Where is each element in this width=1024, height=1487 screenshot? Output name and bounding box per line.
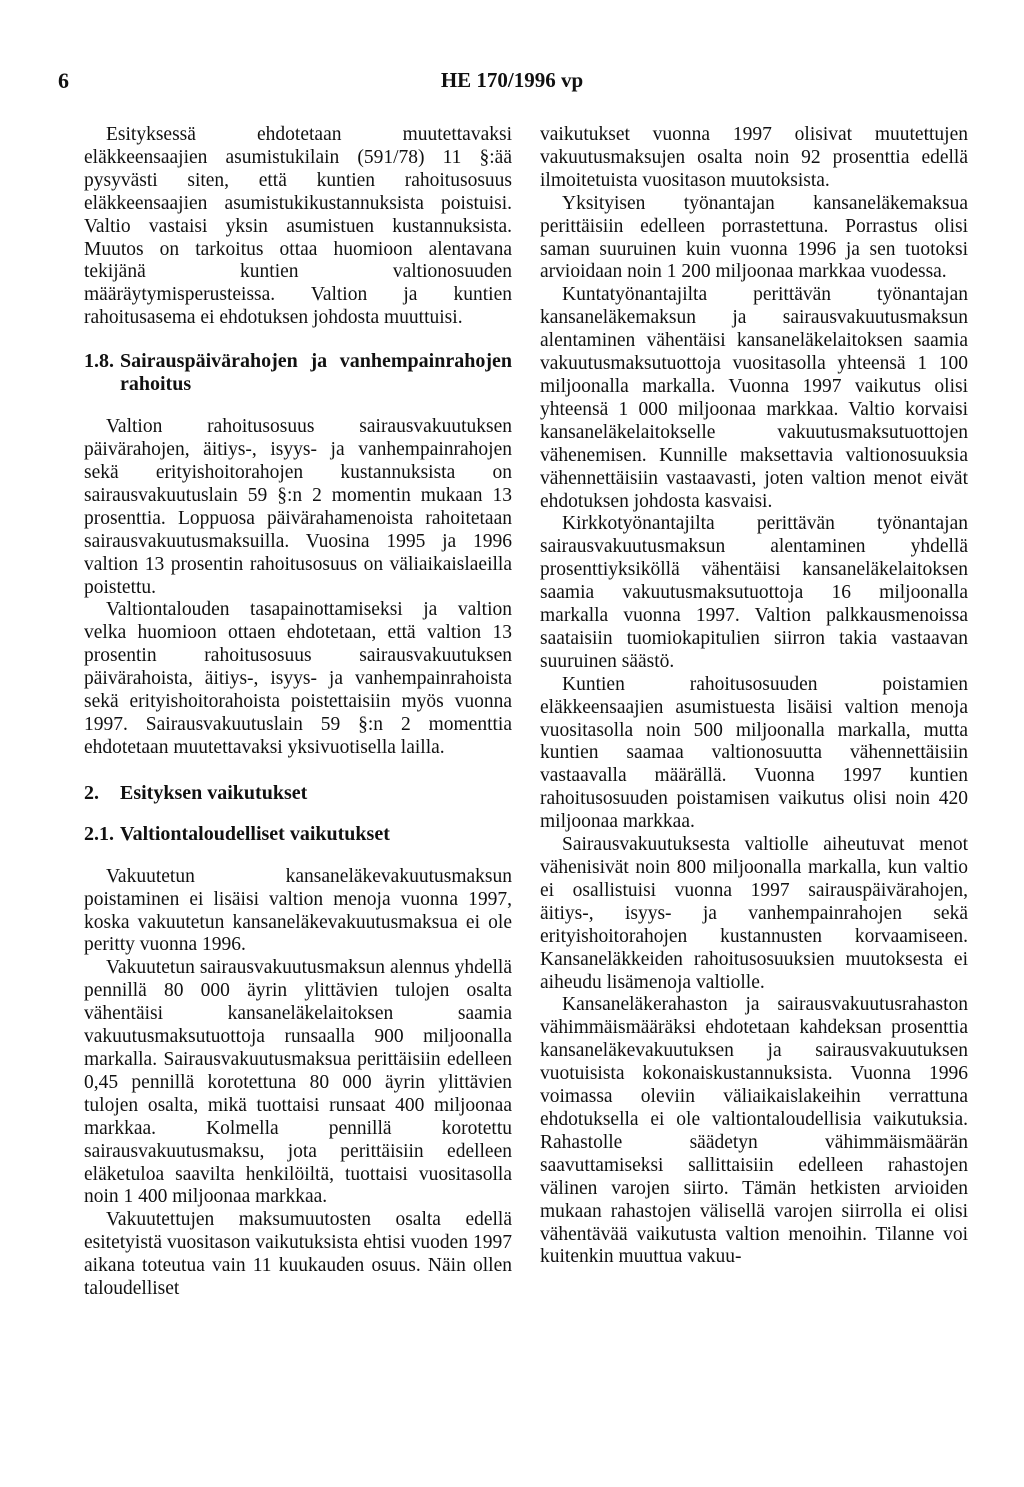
paragraph: Valtion rahoitusosuus sairausvakuutuksen päivärahojen, äitiys-, isyys- ja vanhempainrahojen sekä erityishoitorahojen kustannuksista on sairausvakuutuslain 59 §:n 2 momentin mukaan 13 prosenttia. Loppuosa päivärahamenoista rahoitetaan sairausvakuutusmaksuilla. Vuosina 1995 ja 1996 valtion 13 prosentin rahoitusosuus on väliaikaislaeilla poistettu. — [84, 416, 512, 598]
paragraph: Vakuutetun kansaneläkevakuutusmaksun poistaminen ei lisäisi valtion menoja vuonna 1997, koska vakuutetun kansaneläkevakuutusmaksua ei ole peritty vuonna 1996. — [84, 865, 512, 956]
paragraph: Kirkkotyönantajilta perittävän työnantajan sairausvakuutusmaksun alentaminen yhdellä prosenttiyksiköllä vähentäisi kansaneläkelaitoksen saamia vakuutusmaksutuottoja 16 miljoonalla markalla vuonna 1997. Valtion palkkausmenoissa saataisiin tuomiokapitulien siirron takia vastaavan suuruinen säästö. — [540, 513, 968, 672]
paragraph: vaikutukset vuonna 1997 olisivat muutettujen vakuutusmaksujen osalta noin 92 prosenttia edellä ilmoitetuista vuositason muutoksista. — [540, 124, 968, 191]
paragraph: Kansaneläkerahaston ja sairausvakuutusrahaston vähimmäismääräksi ehdotetaan kahdeksan prosenttia kansaneläkevakuutuksen ja sairausvakuutuksen vuotuisista kokonaiskustannuksista. Vuonna 1996 voimassa oleviin väliaikaislakeihin verrattuna ehdotuksella ei ole valtiontaloudellisia vaikutuksia. Rahastolle säädetyn vähimmäismäärän saavuttamiseksi sallittaisiin edelleen rahastojen välinen varojen siirto. Tämän hetkisten arvioiden mukaan rahastojen välisellä varojen siirrolla ei olisi vähentävää vaikutusta valtion menoihin. Tilanne voi kuitenkin muuttua vakuu- — [540, 994, 968, 1268]
running-title: HE 170/1996 vp — [440, 68, 584, 92]
paragraph: Valtiontalouden tasapainottamiseksi ja valtion velka huomioon ottaen ehdotetaan, että valtion 13 prosentin rahoitusosuus sairausvakuutuksen päivärahoista, äitiys-, isyys- ja vanhempainrahoista sekä erityishoitorahoista poistettaisiin myös vuonna 1997. Sairausvakuutuslain 59 §:n 2 momenttia ehdotetaan muutettavaksi yksivuotisella lailla. — [84, 599, 512, 758]
page-number: 6 — [58, 68, 69, 93]
section-number: 2.1. — [84, 822, 114, 845]
paragraph: Yksityisen työnantajan kansaneläkemaksua perittäisiin edelleen porrastettuna. Porrastus olisi saman suuruinen kuin vuonna 1996 ja sen tuotoksi arvioidaan noin 1 200 miljoonaa markkaa vuodessa. — [540, 192, 968, 283]
section-title: Esityksen vaikutukset — [120, 781, 308, 804]
section-heading-2 — [84, 782, 512, 805]
section-heading-1-8 — [84, 350, 512, 396]
section-heading-2-1 — [84, 823, 512, 846]
section-title: Valtiontaloudelliset vaikutukset — [120, 822, 390, 845]
section-number: 1.8. — [84, 350, 114, 373]
paragraph: Kuntatyönantajilta perittävän työnantajan kansaneläkemaksun ja sairausvakuutusmaksun alentaminen vähentäisi kansaneläkelaitoksen saamia vakuutusmaksutuottoja vuositasolla yhteensä 1 100 miljoonalla markalla. Vuonna 1997 vaikutus olisi yhteensä 1 000 miljoonaa markkaa. Valtio korvaisi kansaneläkelaitokselle vakuutusmaksutuottojen vähenemisen. Kunnille maksettavia valtionosuuksia vähennettäisiin vastaavasti, joten valtion menot eivät ehdotuksen johdosta kasvaisi. — [540, 284, 968, 512]
paragraph: Vakuutettujen maksumuutosten osalta edellä esitetyistä vuositason vaikutuksista ehtisi vuoden 1997 aikana toteutua vain 11 kuukauden osuus. Näin ollen taloudelliset — [84, 1209, 512, 1300]
paragraph: Esityksessä ehdotetaan muutettavaksi eläkkeensaajien asumistukilain (591/78) 11 §:ää pysyvästi siten, että kuntien rahoitusosuus eläkkeensaajien asumistukikustannuksista poistuisi. Valtio vastaisi yksin asumistuen kustannuksista. Muutos on tarkoitus ottaa huomioon alentavana tekijänä kuntien valtionosuuden määräytymisperusteissa. Valtion ja kuntien rahoitusasema ei ehdotuksen johdosta muuttuisi. — [84, 124, 512, 329]
paragraph: Sairausvakuutuksesta valtiolle aiheutuvat menot vähenisivät noin 800 miljoonalla markalla, kun valtio ei osallistuisi vuonna 1997 sairauspäivärahojen, äitiys-, isyys- ja vanhempainrahojen sekä erityishoitorahojen kustannusten korvaamiseen. Kansaneläkkeiden rahoitusosuuksien muutoksesta ei aiheudu lisämenoja valtiolle. — [540, 834, 968, 993]
paragraph: Vakuutetun sairausvakuutusmaksun alennus yhdellä pennillä 80 000 äyrin ylittävien tulojen osalta vähentäisi kansaneläkelaitoksen saamia vakuutusmaksutuottoja runsaalla 900 miljoonalla markalla. Sairausvakuutusmaksua perittäisiin edelleen 0,45 pennillä korotettuna 80 000 äyrin ylittävien tulojen osalta, mikä tuottaisi runsaat 400 miljoonaa markkaa. Kolmella pennillä korotettu sairausvakuutusmaksu, jota perittäisiin edelleen eläketuloa saavilta henkilöiltä, tuottaisi vuositasolla noin 1 400 miljoonaa markkaa. — [84, 957, 512, 1208]
right-column — [540, 124, 968, 1269]
paragraph: Kuntien rahoitusosuuden poistamien eläkkeensaajien asumistuesta lisäisi valtion menoja vuositasolla noin 500 miljoonalla markalla, mutta kuntien saamaa valtionosuutta vähennettäisiin vastaavalla määrällä. Vuonna 1997 kuntien rahoitusosuuden poistamisen vaikutus olisi noin 420 miljoonaa markkaa. — [540, 673, 968, 833]
left-column — [84, 124, 512, 1301]
section-number: 2. — [84, 781, 99, 804]
section-title: Sairauspäivärahojen ja vanhempainrahojen rahoitus — [120, 350, 512, 396]
